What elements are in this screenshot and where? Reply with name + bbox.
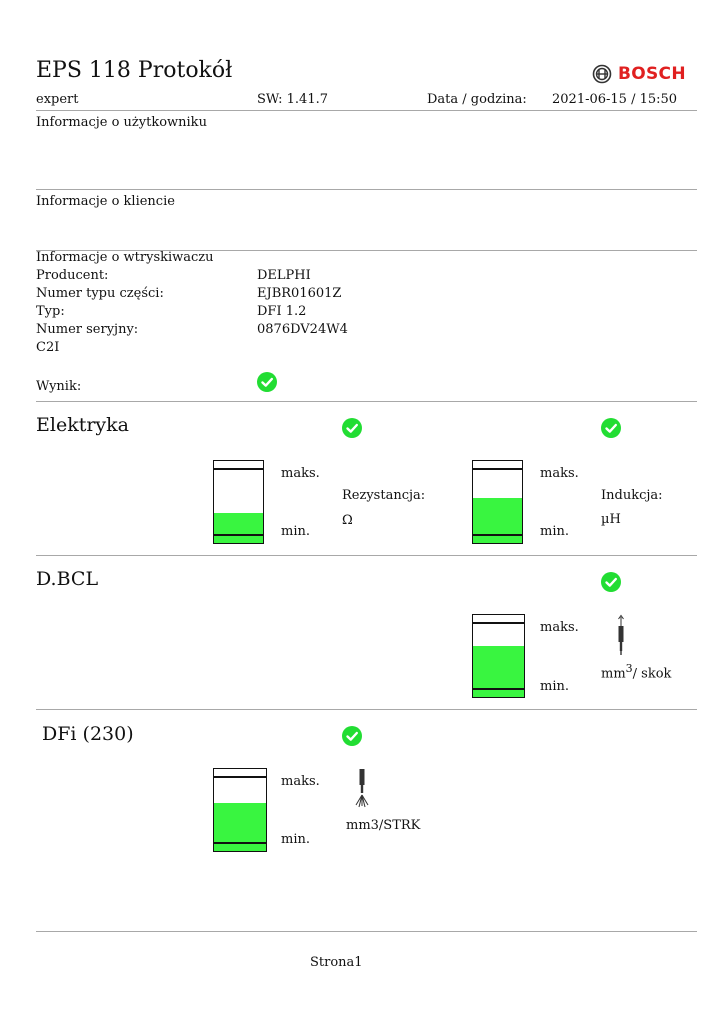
- gauge-fill: [473, 498, 522, 543]
- dfi-ok-icon: [342, 726, 362, 746]
- date-label: Data / godzina:: [427, 92, 527, 107]
- resistance-ok-icon: [342, 418, 362, 438]
- dbcl-unit: $mm^3/$ skok: [601, 662, 672, 682]
- mode-label: expert: [36, 92, 79, 107]
- dbcl-title: D.BCL: [36, 568, 99, 590]
- resistance-label: Rezystancja:: [342, 488, 426, 503]
- page-title: EPS 118 Protokół: [36, 58, 233, 83]
- dfi-gauge: [213, 768, 267, 852]
- divider: [36, 401, 697, 402]
- inductance-unit: µH: [601, 512, 621, 527]
- bosch-logo: [592, 63, 686, 85]
- type-label: Typ:: [36, 304, 65, 319]
- dbcl-gauge: [472, 614, 525, 698]
- gauge-max-line: [473, 622, 524, 624]
- serial-label: Numer seryjny:: [36, 322, 139, 337]
- inductance-max-label: maks.: [540, 466, 579, 481]
- divider: [36, 189, 697, 190]
- resistance-gauge: [213, 460, 264, 544]
- inductance-gauge: [472, 460, 523, 544]
- injector-spray-icon: [352, 768, 372, 810]
- dbcl-max-label: maks.: [540, 620, 579, 635]
- dbcl-min-label: min.: [540, 679, 569, 694]
- gauge-max-line: [214, 468, 263, 470]
- dfi-unit: mm3/STRK: [346, 818, 421, 833]
- gauge-min-line: [214, 842, 266, 844]
- gauge-max-line: [214, 776, 266, 778]
- gauge-min-line: [473, 688, 524, 690]
- dfi-min-label: min.: [281, 832, 310, 847]
- page-number: Strona1: [310, 955, 363, 970]
- gauge-fill: [214, 513, 263, 543]
- injector-info-label: Informacje o wtryskiwaczu: [36, 250, 214, 265]
- divider: [36, 555, 697, 556]
- injector-extra: C2I: [36, 340, 60, 355]
- resistance-unit: Ω: [342, 513, 353, 528]
- gauge-max-line: [473, 468, 522, 470]
- gauge-min-line: [214, 534, 263, 536]
- resistance-min-label: min.: [281, 524, 310, 539]
- divider: [36, 931, 697, 932]
- serial-value: 0876DV24W4: [257, 322, 348, 337]
- producer-value: DELPHI: [257, 268, 311, 283]
- part-type-label: Numer typu części:: [36, 286, 164, 301]
- type-value: DFI 1.2: [257, 304, 307, 319]
- inductance-label: Indukcja:: [601, 488, 663, 503]
- injector-up-icon: [614, 614, 628, 656]
- elektryka-title: Elektryka: [36, 414, 129, 436]
- resistance-max-label: maks.: [281, 466, 320, 481]
- date-value: 2021-06-15 / 15:50: [552, 92, 678, 107]
- user-info-label: Informacje o użytkowniku: [36, 115, 207, 130]
- part-type-value: EJBR01601Z: [257, 286, 342, 301]
- result-ok-icon: [257, 372, 277, 392]
- divider: [36, 709, 697, 710]
- gauge-min-line: [473, 534, 522, 536]
- client-info-label: Informacje o kliencie: [36, 194, 175, 209]
- inductance-ok-icon: [601, 418, 621, 438]
- brand-name: BOSCH: [618, 64, 686, 84]
- divider: [36, 110, 697, 111]
- result-label: Wynik:: [36, 379, 82, 394]
- producer-label: Producent:: [36, 268, 109, 283]
- dbcl-ok-icon: [601, 572, 621, 592]
- dfi-max-label: maks.: [281, 774, 320, 789]
- dfi-title: DFi (230): [42, 723, 134, 745]
- bosch-armature-icon: [592, 64, 612, 84]
- software-version: SW: 1.41.7: [257, 92, 328, 107]
- inductance-min-label: min.: [540, 524, 569, 539]
